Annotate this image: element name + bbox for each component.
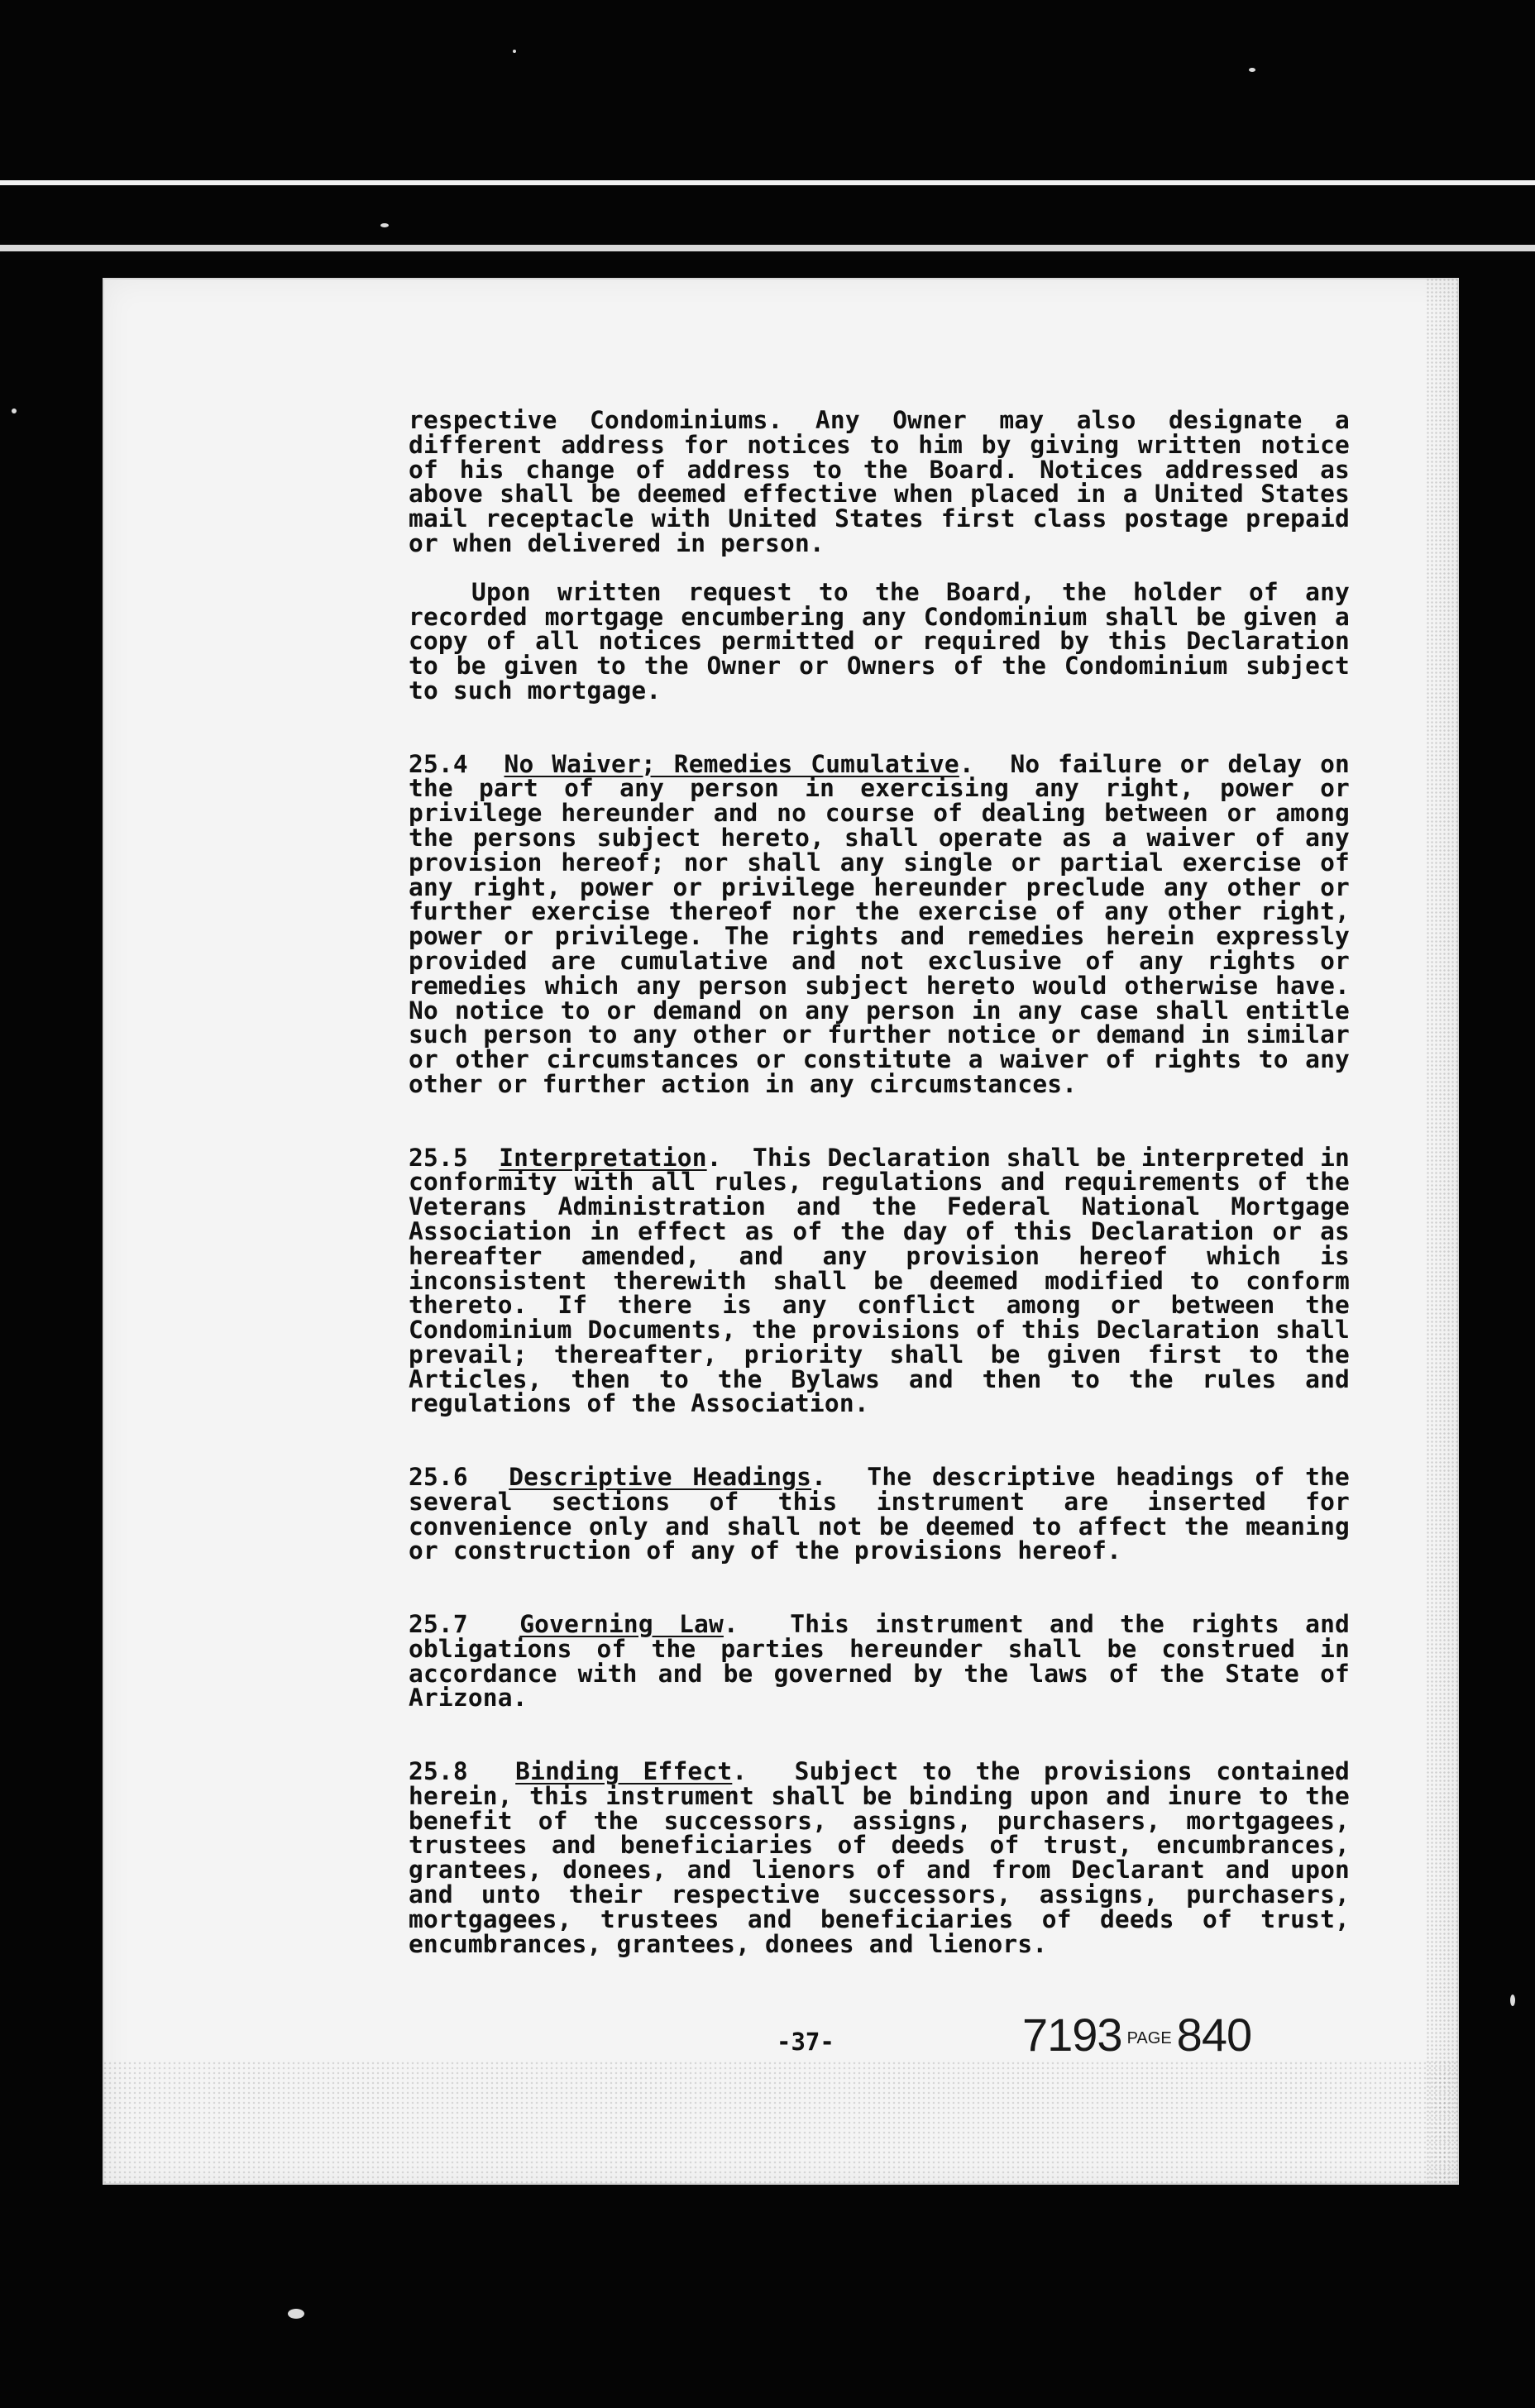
section-heading: Interpretation [499, 1143, 707, 1172]
section-25-8: 25.8 Binding Effect. Subject to the provisions contained herein, this instrument shall be binding upon and inure to the benefit of the successors, assigns, purchasers, mortgagees, trustees and beneficiaries of deeds of trust, encumbrances, grantees, donees, and lienors of and from Declarant and upon and unto their respective successors, assigns, purchasers, mortgagees, trustees and beneficiaries of deeds of trust, encumbrances, grantees, donees and lienors. [409, 1757, 1351, 1958]
section-heading: No Waiver; Remedies Cumulative [504, 749, 959, 778]
section-25-6: 25.6 Descriptive Headings. The descriptive headings of the several sections of this instrument are inserted for convenience only and shall not be deemed to affect the meaning or construction of any of the provisions hereof. [409, 1463, 1351, 1565]
scan-speck [380, 223, 389, 227]
section-25-5: 25.5 Interpretation. This Declaration shall be interpreted in conformity with all rules, regulations and requirements of the Veterans Administration and the Federal National Mortgage Association in effect as of the day of this Declaration or as hereafter amended, and any provision hereof which is inconsistent therewith shall be deemed modified to conform thereto. If there is any conflict among or between the Condominium Documents, the provisions of this Declaration shall prevail; thereafter, priority shall be given first to the Articles, then to the Bylaws and then to the rules and regulations of the Association. [409, 1143, 1350, 1418]
section-text: This Declaration shall be interpreted in conformity with all rules, regulations and requirements of the Veterans Administration and the Federal National Mortgage Association in effect as of the day of this Declaration or as hereafter amended, and any provision hereof which is inconsistent therewith shall be deemed modified to conform thereto. If there is any conflict among or between the Condominium Documents, the provisions of this Declaration shall prevail; thereafter, priority shall be given first to the Articles, then to the Bylaws and then to the rules and regulations of the Association. [409, 1143, 1350, 1418]
scan-speck [1249, 68, 1255, 72]
scan-speck [288, 2309, 304, 2319]
book-number: 7193 [1022, 2009, 1122, 2061]
document-body [409, 408, 1350, 1980]
document-page [103, 278, 1459, 2185]
scan-edge-line [0, 180, 1535, 185]
page-number: -37- [777, 2028, 834, 2056]
section-text: The descriptive headings of the several sections of this instrument are inserted for convenience only and shall not be deemed to affect the meaning or construction of any of the provisions hereof. [409, 1463, 1351, 1565]
section-25-4: 25.4 No Waiver; Remedies Cumulative. No failure or delay on the part of any person in exercising any right, power or privilege hereunder and no course of dealing between or among the persons subject hereto, shall operate as a waiver of any provision hereof; nor shall any single or partial exercise of any right, power or privilege hereunder preclude any other or further exercise thereof nor the exercise of any other right, power or privilege. The rights and remedies herein expressly provided are cumulative and not exclusive of any rights or remedies which any person subject hereto would otherwise have. No notice to or demand on any person in any case shall entitle such person to any other or further notice or demand in similar or other circumstances or constitute a waiver of rights to any other or further action in any circumstances. [409, 749, 1350, 1098]
section-25-7: 25.7 Governing Law. This instrument and the rights and obligations of the parties hereunder shall be construed in accordance with and be governed by the laws of the State of Arizona. [409, 1610, 1350, 1713]
page-label: PAGE [1126, 2028, 1172, 2047]
scan-edge-line [0, 245, 1535, 251]
scan-speck [12, 408, 17, 413]
paragraph-notices-address: respective Condominiums. Any Owner may also designate a different address for notices to him by giving written notice of his change of address to the Board. Notices addressed as above shall be deemed effective when placed in a United States mail receptacle with United States first class postage prepaid or when delivered in person. [409, 406, 1350, 557]
section-text: Subject to the provisions contained herein, this instrument shall be binding upon and inure to the benefit of the successors, assigns, purchasers, mortgagees, trustees and beneficiaries of deeds of trust, encumbrances, grantees, donees, and lienors of and from Declarant and upon and unto their respective successors, assigns, purchasers, mortgagees, trustees and beneficiaries of deeds of trust, encumbrances, grantees, donees and lienors. [409, 1757, 1351, 1958]
section-heading: Binding Effect [515, 1757, 733, 1786]
section-number: 25.8 [409, 1757, 468, 1786]
section-number: 25.6 [409, 1463, 468, 1492]
recording-stamp [1022, 2008, 1251, 2062]
section-number: 25.5 [409, 1143, 468, 1172]
paragraph-mortgage-holder-notices: Upon written request to the Board, the holder of any recorded mortgage encumbering any Condominium shall be given a copy of all notices permitted or required by this Declaration to be given to the Owner or Owners of the Condominium subject to such mortgage. [409, 577, 1350, 705]
book-page-number: 840 [1176, 2009, 1252, 2061]
section-number: 25.4 [409, 749, 468, 778]
section-heading: Governing Law [519, 1610, 724, 1639]
section-text: This instrument and the rights and obligations of the parties hereunder shall be construed in accordance with and be governed by the laws of the State of Arizona. [409, 1610, 1350, 1713]
scan-speck [1510, 1995, 1515, 2006]
scan-speck [513, 50, 516, 53]
section-heading: Descriptive Headings [509, 1463, 812, 1492]
scan-noise [103, 2061, 1459, 2185]
section-number: 25.7 [409, 1610, 468, 1639]
scan-noise [1426, 278, 1459, 2185]
section-text: No failure or delay on the part of any person in exercising any right, power or privilege hereunder and no course of dealing between or among the persons subject hereto, shall operate as a waiver of any provision hereof; nor shall any single or partial exercise of any right, power or privilege hereunder preclude any other or further exercise thereof nor the exercise of any other right, power or privilege. The rights and remedies herein expressly provided are cumulative and not exclusive of any rights or remedies which any person subject hereto would otherwise have. No notice to or demand on any person in any case shall entitle such person to any other or further notice or demand in similar or other circumstances or constitute a waiver of rights to any other or further action in any circumstances. [409, 749, 1350, 1098]
